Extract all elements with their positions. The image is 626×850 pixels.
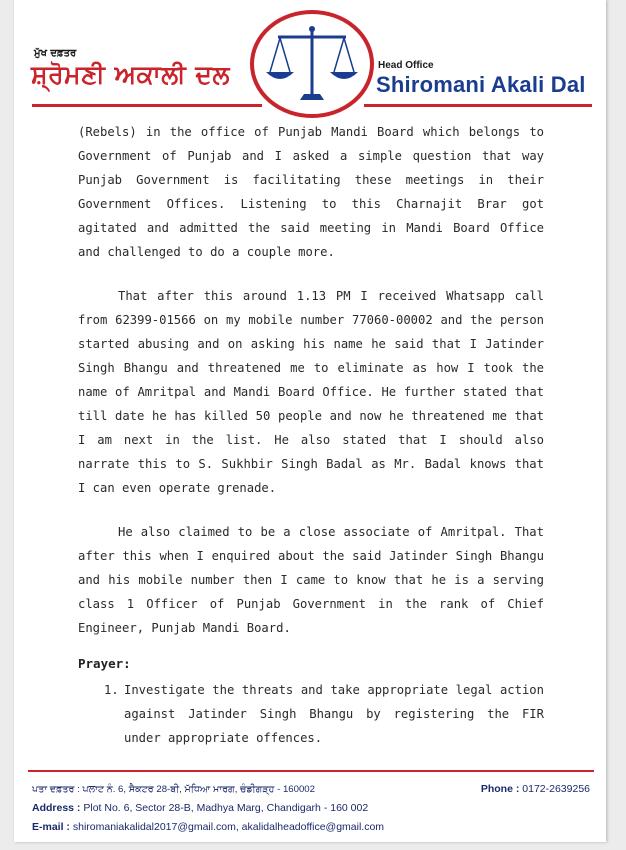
footer-address-label: Address : xyxy=(32,802,81,814)
scales-of-justice-logo-icon xyxy=(250,10,374,118)
footer-email-value: shiromaniakalidal2017@gmail.com, akalidalheadoffice@gmail.com xyxy=(72,821,385,833)
footer-divider xyxy=(28,770,594,772)
footer-phone-label: Phone : xyxy=(480,783,520,795)
paragraph-1: (Rebels) in the office of Punjab Mandi Board which belongs to Government of Punjab and I asked a simple question that way Punjab Government is facilitating these meetings in their Government Offices. Listening to this Charnajit Brar got agitated and admitted the said meeting in Mandi Board Office and challenged to do a couple more. xyxy=(78,125,544,259)
footer-punjabi-address-row xyxy=(32,780,592,799)
prayer-item-number: 1. xyxy=(104,683,119,697)
paragraph-3: He also claimed to be a close associate of Amritpal. That after this when I enquired about the said Jatinder Singh Bhangu and his mobile number then I came to know that he is a serving class 1 Officer of Punjab Government in the rank of Chief Engineer, Punjab Mandi Board. xyxy=(78,525,544,635)
footer-email-label: E-mail : xyxy=(32,821,70,833)
letter-page xyxy=(14,0,606,842)
letter-body xyxy=(78,120,544,750)
footer-address-row xyxy=(32,799,592,818)
header-divider-left xyxy=(32,104,262,107)
paragraph-2: That after this around 1.13 PM I received Whatsapp call from 62399-01566 on my mobile number 77060-00002 and the person started abusing and on asking his name he said that I Jatinder Singh Bhangu and threatened me to eliminate as how I took the name of Amritpal and Mandi Board Office. He further stated that till date he has killed 50 people and now he threatened me that I am next in the list. He also stated that I should also narrate this to S. Sukhbir Singh Badal as Mr. Badal knows that I can even operate grenade. xyxy=(78,289,544,495)
footer-phone xyxy=(481,780,590,799)
header-divider-right xyxy=(364,104,592,107)
header-party-name: Shiromani Akali Dal xyxy=(376,72,586,97)
prayer-item-text: Investigate the threats and take appropriate legal action against Jatinder Singh Bhangu by registering the FIR under appropriate offences. xyxy=(124,683,544,745)
footer-address-value: Plot No. 6, Sector 28-B, Madhya Marg, Chandigarh - 160 002 xyxy=(83,802,369,814)
header-punjabi-subtitle: ਮੁੱਖ ਦਫ਼ਤਰ xyxy=(34,48,77,59)
header-head-office-label: Head Office xyxy=(378,60,434,71)
prayer-heading: Prayer: xyxy=(78,656,131,671)
footer-punjabi-address: ਪਤਾ ਦਫ਼ਤਰ : ਪਲਾਟ ਨੰ. 6, ਸੈਕਟਰ 28-ਬੀ, ਮੱਧਿਆ ਮਾਰਗ, ਚੰਡੀਗੜ੍ਹ - 160002 xyxy=(32,784,315,795)
header-punjabi-party-name: ਸ਼੍ਰੋਮਣੀ ਅਕਾਲੀ ਦਲ xyxy=(31,60,230,89)
footer-phone-value: 0172-2639256 xyxy=(522,783,590,795)
prayer-item xyxy=(78,678,544,750)
footer-email-row xyxy=(32,818,592,837)
prayer-list xyxy=(78,678,544,750)
letterhead-footer xyxy=(32,780,592,837)
